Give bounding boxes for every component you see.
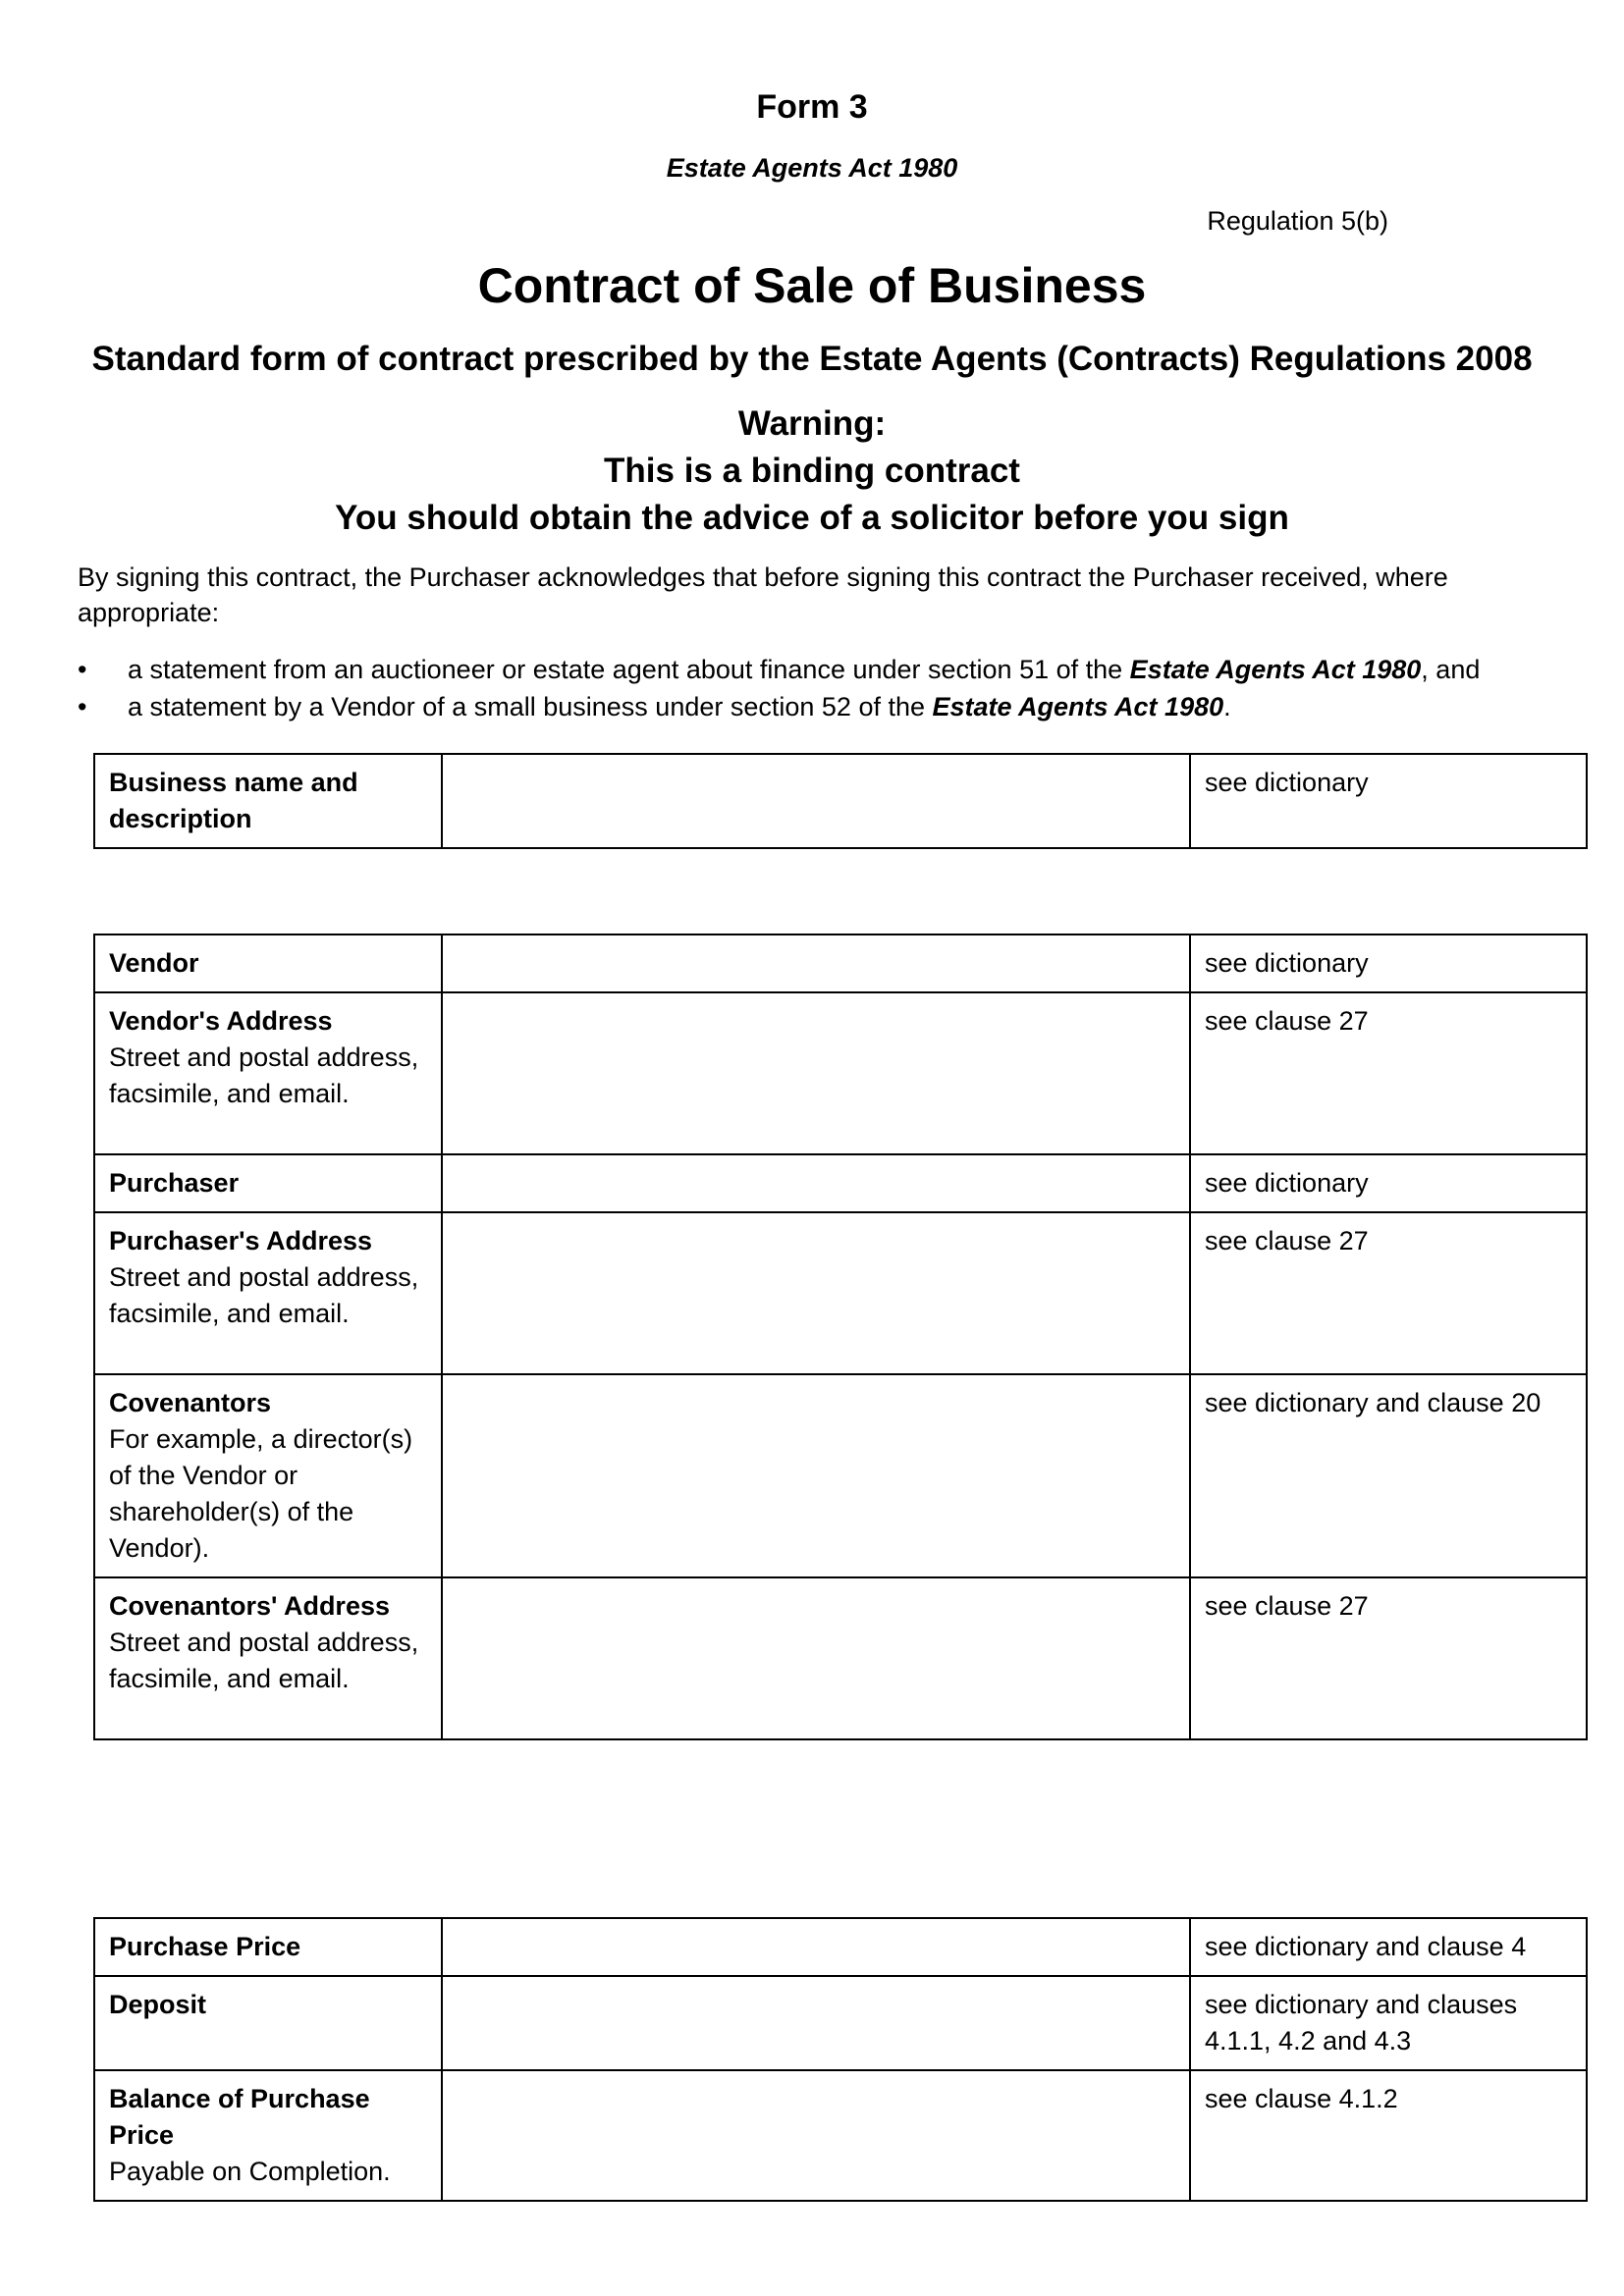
table-row-vendor [94,934,1587,992]
field-label-cell [94,1374,442,1577]
list-item-text [128,652,1480,687]
reference-cell: see dictionary and clause 20 [1190,1374,1587,1577]
field-hint: Street and postal address, facsimile, and email. [109,1042,419,1108]
vendor-address-field[interactable] [442,992,1190,1154]
covenantors-field[interactable] [442,1374,1190,1577]
act-reference: Estate Agents Act 1980 [1129,655,1422,684]
vendor-field[interactable] [442,934,1190,992]
covenantors-address-field[interactable] [442,1577,1190,1739]
document-subtitle: Standard form of contract prescribed by the Estate Agents (Contracts) Regulations 2008 [91,340,1533,378]
list-item-text [128,689,1231,724]
field-label-cell [94,934,442,992]
reference-cell: see dictionary [1190,1154,1587,1212]
field-hint: Street and postal address, facsimile, and email. [109,1262,419,1328]
list-item-text-end: , and [1421,655,1481,684]
table-row-vendor-address [94,992,1587,1154]
field-label: Purchaser's Address [109,1226,373,1255]
purchaser-field[interactable] [442,1154,1190,1212]
table-row-covenantors [94,1374,1587,1577]
field-label: Balance of Purchase Price [109,2084,370,2150]
purchaser-address-field[interactable] [442,1212,1190,1374]
field-label: Purchase Price [109,1932,301,1961]
field-label: Deposit [109,1990,207,2019]
field-label: Vendor's Address [109,1006,333,1036]
reference-cell: see dictionary [1190,754,1587,848]
warning-heading: Warning: [737,404,887,443]
table-row-covenantors-address [94,1577,1587,1739]
balance-field[interactable] [442,2070,1190,2201]
field-label-cell [94,2070,442,2201]
field-label: Covenantors' Address [109,1591,390,1621]
reference-cell: see dictionary and clauses 4.1.1, 4.2 and 4.3 [1190,1976,1587,2070]
deposit-field[interactable] [442,1976,1190,2070]
field-label-cell [94,754,442,848]
business-name-field[interactable] [442,754,1190,848]
reference-cell: see clause 27 [1190,1577,1587,1739]
business-details-table [93,753,1588,849]
warning-binding-contract: This is a binding contract [604,452,1020,490]
field-hint: Payable on Completion. [109,2157,391,2186]
table-row-balance [94,2070,1587,2201]
table-row-purchaser [94,1154,1587,1212]
regulation-reference: Regulation 5(b) [1207,206,1388,236]
field-label-cell [94,1154,442,1212]
field-hint: Street and postal address, facsimile, and email. [109,1628,419,1693]
document-title: Contract of Sale of Business [477,258,1147,313]
table-row-purchaser-address [94,1212,1587,1374]
list-item-text-start: a statement from an auctioneer or estate agent about finance under section 51 of the [128,655,1130,684]
field-label: Covenantors [109,1388,272,1417]
field-label: Business name and description [109,768,358,833]
act-name: Estate Agents Act 1980 [666,153,958,183]
parties-table [93,934,1588,1740]
purchase-price-field[interactable] [442,1918,1190,1976]
reference-cell: see dictionary and clause 4 [1190,1918,1587,1976]
reference-cell: see dictionary [1190,934,1587,992]
bullet-marker: • [78,655,87,684]
table-row-purchase-price [94,1918,1587,1976]
acknowledgement-intro: By signing this contract, the Purchaser acknowledges that before signing this contract the Purchaser received, where appropriate: [78,562,1448,627]
list-item-text-end: . [1223,692,1231,721]
field-label-cell [94,1577,442,1739]
field-label-cell [94,1918,442,1976]
reference-cell: see clause 27 [1190,1212,1587,1374]
reference-cell: see clause 27 [1190,992,1587,1154]
field-label: Vendor [109,948,199,978]
price-table [93,1917,1588,2202]
list-item-text-start: a statement by a Vendor of a small business under section 52 of the [128,692,933,721]
warning-solicitor-advice: You should obtain the advice of a solicitor before you sign [335,499,1289,537]
field-hint: For example, a director(s) of the Vendor or shareholder(s) of the Vendor). [109,1424,413,1563]
field-label-cell [94,1976,442,2070]
table-row-business [94,754,1587,848]
bullet-marker: • [78,692,87,721]
field-label-cell [94,1212,442,1374]
form-number: Form 3 [756,88,868,126]
table-row-deposit [94,1976,1587,2070]
act-reference: Estate Agents Act 1980 [932,692,1224,721]
field-label-cell [94,992,442,1154]
field-label: Purchaser [109,1168,240,1198]
reference-cell: see clause 4.1.2 [1190,2070,1587,2201]
